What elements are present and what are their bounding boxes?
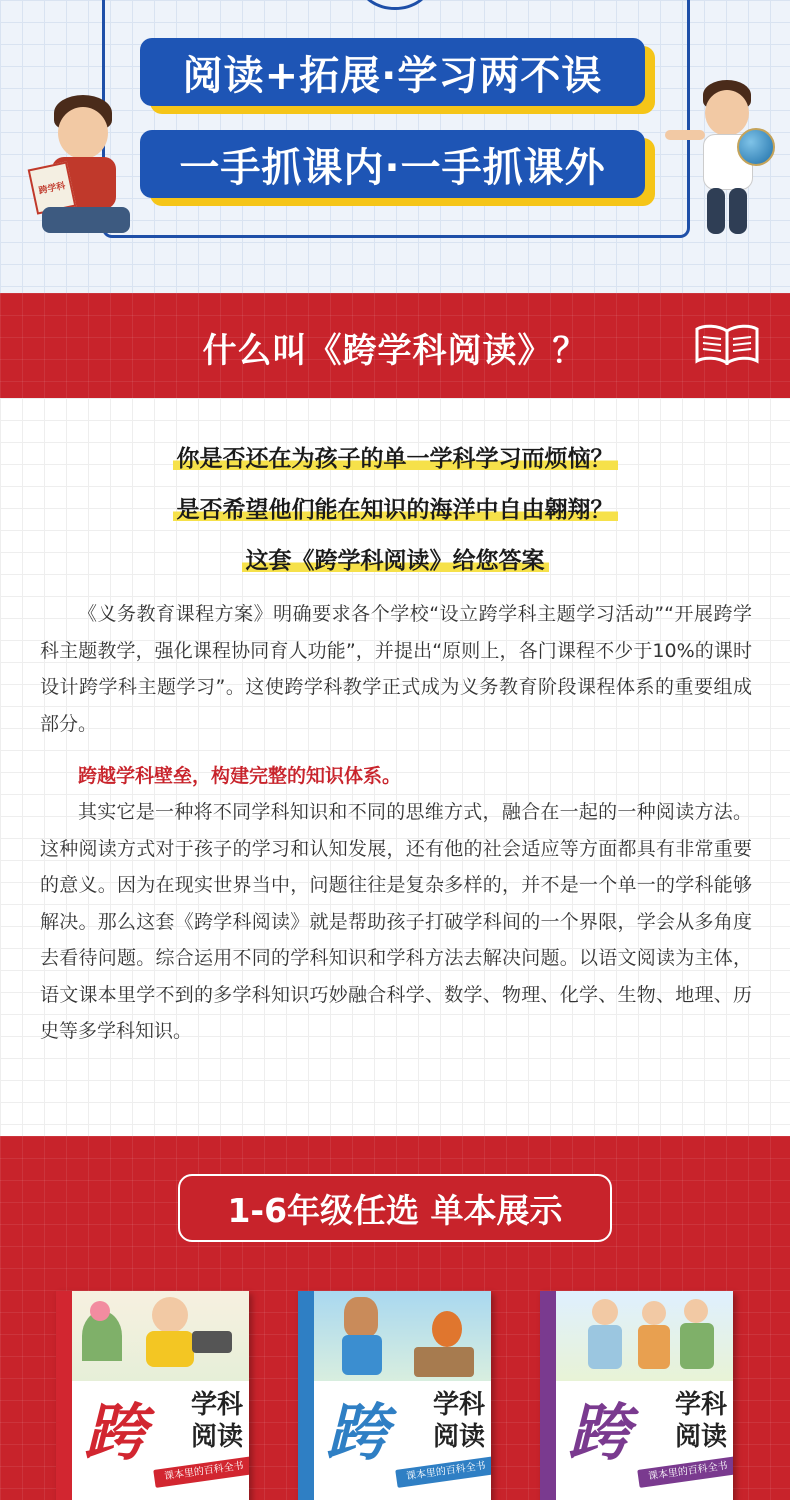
cover-tag: 课本里的百科全书: [153, 1456, 249, 1488]
cover-title: 学科阅读: [432, 1390, 485, 1452]
showcase-section: [0, 1136, 790, 1500]
intro-title: 什么叫《跨学科阅读》？: [202, 331, 588, 371]
highlight-line: 你是否还在为孩子的单一学科学习而烦恼？: [0, 440, 790, 473]
cover-big-char: 跨: [568, 1396, 631, 1469]
intro-paragraph-2: 其实它是一种将不同学科知识和不同的思维方式，融合在一起的一种阅读方法。这种阅读方式对于孩子的学习和认知发展，还有他的社会适应等方面都具有非常重要的意义。因为在现实世界当中，问题往往是复杂多样的，并不是一个单一的学科能够解决。那么这套《跨学科阅读》就是帮助孩子打破学科间的一个界限，学会从多角度去看待问题。综合运用不同的学科知识和学科方法去解决问题。以语文阅读为主体，语文课本里学不到的多学科知识巧妙融合科学、数学、物理、化学、生物、地理、历史等多学科知识。: [40, 801, 752, 1042]
cover-tag: 课本里的百科全书: [395, 1456, 491, 1488]
book-held-icon: 跨学科: [28, 161, 77, 214]
intro-body: [0, 398, 790, 1136]
intro-emphasis: 跨越学科壁垒，构建完整的知识体系。: [78, 765, 402, 787]
globe-icon: [737, 128, 775, 166]
cover-tag: 课本里的百科全书: [637, 1456, 733, 1488]
intro-paragraph-1: 《义务教育课程方案》明确要求各个学校“设立跨学科主题学习活动”“开展跨学科主题教学，强化课程协同育人功能”，并提出“原则上，各门课程不少于10%的课时设计跨学科主题学习”。这使跨学科教学正式成为义务教育阶段课程体系的重要组成部分。: [40, 603, 752, 735]
hero-banner-1: 阅读+拓展·学习两不误: [140, 38, 645, 106]
cover-scene: [314, 1291, 491, 1381]
cover-title: 学科阅读: [674, 1390, 727, 1452]
cover-scene: [556, 1291, 733, 1381]
cover-big-char: 跨: [84, 1396, 147, 1469]
hero-frame: [102, 0, 690, 238]
kid-reading-illustration: [30, 85, 140, 240]
kid-globe-illustration: [665, 78, 780, 243]
hero-section: [0, 0, 790, 293]
open-book-icon: [694, 323, 760, 365]
intro-header: [0, 293, 790, 398]
hero-banner-2: 一手抓课内·一手抓课外: [140, 130, 645, 198]
cover-big-char: 跨: [326, 1396, 389, 1469]
book-cover: 跨学科阅读 跨 学科阅读 课本里的百科全书: [298, 1291, 491, 1500]
book-cover: 跨学科阅读 跨 学科阅读 课本里的百科全书: [540, 1291, 733, 1500]
cover-title: 学科阅读: [190, 1390, 243, 1452]
highlight-line: 是否希望他们能在知识的海洋中自由翱翔？: [0, 491, 790, 524]
book-cover: 跨学科阅读 跨 学科阅读 课本里的百科全书: [56, 1291, 249, 1500]
cover-scene: [72, 1291, 249, 1381]
showcase-pill: 1-6年级任选 单本展示: [178, 1174, 612, 1242]
highlight-line: 这套《跨学科阅读》给您答案: [0, 542, 790, 575]
